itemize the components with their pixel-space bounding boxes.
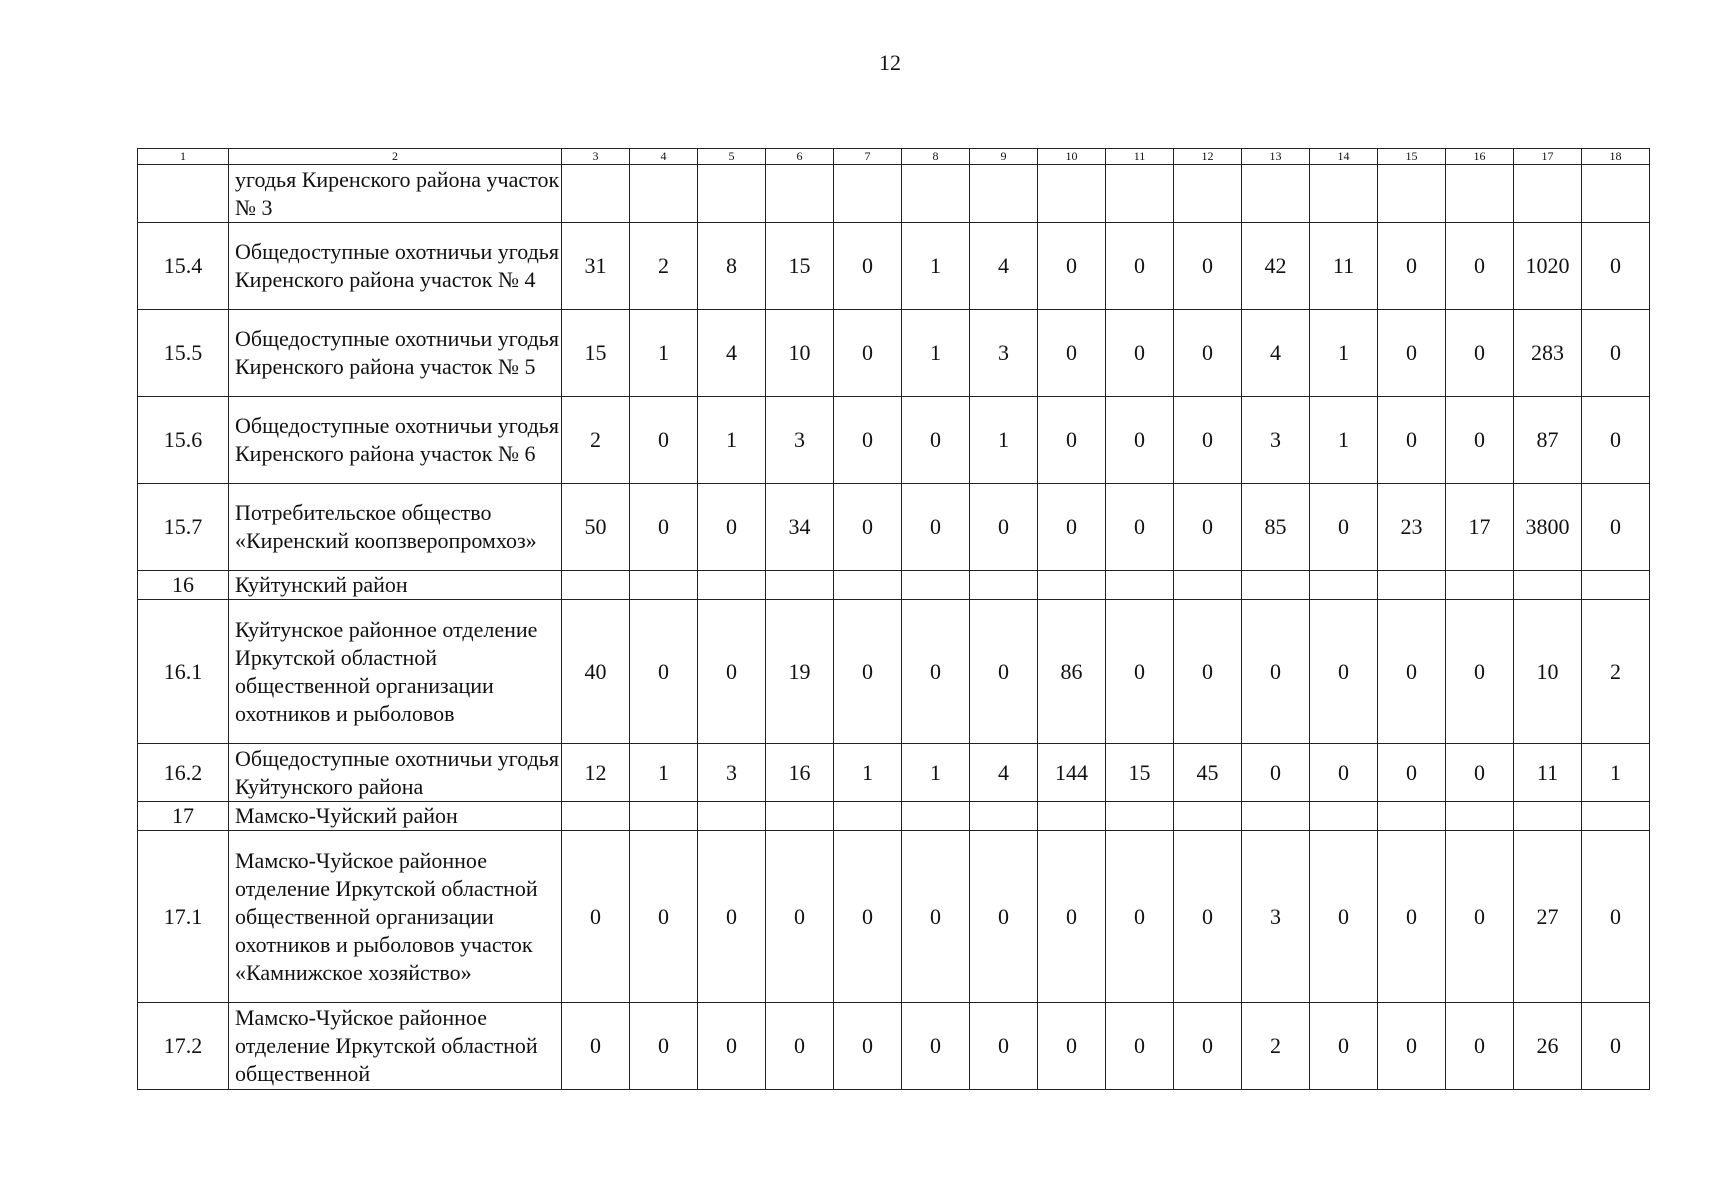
value-cell	[698, 802, 766, 831]
value-cell: 0	[834, 484, 902, 571]
value-cell: 10	[1514, 600, 1582, 744]
value-cell: 0	[1582, 310, 1650, 397]
value-cell: 34	[766, 484, 834, 571]
value-cell	[1514, 802, 1582, 831]
column-number: 7	[834, 149, 902, 165]
value-cell	[1174, 165, 1242, 223]
value-cell	[1582, 802, 1650, 831]
value-cell	[630, 165, 698, 223]
value-cell: 0	[1174, 310, 1242, 397]
value-cell: 16	[766, 744, 834, 802]
value-cell: 0	[902, 397, 970, 484]
value-cell: 0	[1446, 310, 1514, 397]
value-cell: 0	[834, 831, 902, 1003]
value-cell	[902, 165, 970, 223]
value-cell: 50	[562, 484, 630, 571]
value-cell	[630, 571, 698, 600]
column-number: 13	[1242, 149, 1310, 165]
value-cell	[970, 571, 1038, 600]
value-cell: 87	[1514, 397, 1582, 484]
value-cell: 0	[834, 1003, 902, 1090]
value-cell: 2	[1582, 600, 1650, 744]
value-cell	[766, 802, 834, 831]
value-cell: 15	[766, 223, 834, 310]
value-cell: 0	[1174, 831, 1242, 1003]
value-cell	[1106, 802, 1174, 831]
column-number: 9	[970, 149, 1038, 165]
value-cell: 23	[1378, 484, 1446, 571]
value-cell: 0	[1378, 600, 1446, 744]
value-cell	[970, 802, 1038, 831]
row-name: Общедоступные охотничьи угодья Киренского района участок № 5	[229, 310, 562, 397]
value-cell: 0	[1310, 831, 1378, 1003]
value-cell	[834, 165, 902, 223]
row-name: Общедоступные охотничьи угодья Киренского района участок № 4	[229, 223, 562, 310]
value-cell: 10	[766, 310, 834, 397]
column-number: 12	[1174, 149, 1242, 165]
row-name: Мамско-Чуйский район	[229, 802, 562, 831]
row-name: Куйтунский район	[229, 571, 562, 600]
value-cell: 0	[1038, 831, 1106, 1003]
value-cell	[1242, 802, 1310, 831]
value-cell	[630, 802, 698, 831]
row-number: 16	[138, 571, 229, 600]
value-cell	[1446, 802, 1514, 831]
value-cell: 0	[834, 310, 902, 397]
row-name: угодья Киренского района участок № 3	[229, 165, 562, 223]
value-cell: 0	[1242, 600, 1310, 744]
value-cell: 42	[1242, 223, 1310, 310]
row-number: 17.2	[138, 1003, 229, 1090]
data-table	[137, 148, 1650, 1090]
column-number: 14	[1310, 149, 1378, 165]
value-cell	[1310, 165, 1378, 223]
table-row	[138, 1003, 1650, 1090]
value-cell: 1	[902, 223, 970, 310]
value-cell: 0	[1582, 831, 1650, 1003]
table-row	[138, 744, 1650, 802]
row-name: Общедоступные охотничьи угодья Киренского района участок № 6	[229, 397, 562, 484]
value-cell: 1	[630, 744, 698, 802]
value-cell	[1242, 165, 1310, 223]
column-number: 2	[229, 149, 562, 165]
value-cell: 19	[766, 600, 834, 744]
value-cell: 0	[834, 600, 902, 744]
value-cell: 0	[1106, 1003, 1174, 1090]
table-row	[138, 831, 1650, 1003]
value-cell: 2	[562, 397, 630, 484]
value-cell: 0	[1446, 744, 1514, 802]
value-cell	[698, 165, 766, 223]
table-row	[138, 165, 1650, 223]
value-cell: 0	[970, 600, 1038, 744]
value-cell: 0	[562, 831, 630, 1003]
value-cell	[1378, 165, 1446, 223]
value-cell: 0	[1038, 484, 1106, 571]
value-cell: 0	[1174, 397, 1242, 484]
value-cell: 0	[1174, 1003, 1242, 1090]
column-number: 18	[1582, 149, 1650, 165]
value-cell: 0	[1174, 484, 1242, 571]
value-cell: 0	[970, 831, 1038, 1003]
column-number: 11	[1106, 149, 1174, 165]
value-cell: 0	[1378, 744, 1446, 802]
column-number: 15	[1378, 149, 1446, 165]
value-cell: 0	[1446, 223, 1514, 310]
value-cell: 0	[1174, 223, 1242, 310]
value-cell	[1038, 571, 1106, 600]
row-number: 15.6	[138, 397, 229, 484]
value-cell: 0	[1582, 397, 1650, 484]
value-cell: 0	[698, 484, 766, 571]
value-cell	[970, 165, 1038, 223]
value-cell: 2	[630, 223, 698, 310]
value-cell	[834, 802, 902, 831]
column-number: 10	[1038, 149, 1106, 165]
value-cell: 11	[1514, 744, 1582, 802]
row-number: 16.2	[138, 744, 229, 802]
value-cell: 1	[970, 397, 1038, 484]
row-name: Мамско-Чуйское районное отделение Иркутской областной общественной организации охотников и рыболовов участок «Камнижское хозяйство»	[229, 831, 562, 1003]
value-cell	[902, 571, 970, 600]
value-cell: 0	[1582, 223, 1650, 310]
row-name: Общедоступные охотничьи угодья Куйтунского района	[229, 744, 562, 802]
value-cell: 1	[1582, 744, 1650, 802]
value-cell	[1174, 571, 1242, 600]
value-cell: 3	[698, 744, 766, 802]
value-cell: 0	[630, 831, 698, 1003]
value-cell: 0	[1174, 600, 1242, 744]
value-cell: 0	[698, 1003, 766, 1090]
value-cell: 0	[1446, 831, 1514, 1003]
value-cell	[1582, 165, 1650, 223]
value-cell: 40	[562, 600, 630, 744]
value-cell: 0	[1038, 397, 1106, 484]
value-cell: 1	[902, 744, 970, 802]
value-cell: 0	[1582, 1003, 1650, 1090]
column-number: 17	[1514, 149, 1582, 165]
value-cell: 45	[1174, 744, 1242, 802]
value-cell: 86	[1038, 600, 1106, 744]
value-cell	[1514, 571, 1582, 600]
value-cell	[766, 165, 834, 223]
value-cell	[562, 165, 630, 223]
column-number: 8	[902, 149, 970, 165]
value-cell: 0	[630, 397, 698, 484]
value-cell	[1446, 571, 1514, 600]
value-cell: 4	[970, 223, 1038, 310]
row-name: Куйтунское районное отделение Иркутской областной общественной организации охотников и рыболовов	[229, 600, 562, 744]
value-cell: 0	[834, 397, 902, 484]
value-cell: 3	[766, 397, 834, 484]
value-cell: 0	[1038, 223, 1106, 310]
value-cell: 3	[1242, 397, 1310, 484]
row-name: Потребительское общество «Киренский коопзверопромхоз»	[229, 484, 562, 571]
value-cell	[902, 802, 970, 831]
column-number-row	[138, 149, 1650, 165]
value-cell: 0	[562, 1003, 630, 1090]
table-row	[138, 397, 1650, 484]
value-cell: 0	[1582, 484, 1650, 571]
value-cell: 0	[698, 600, 766, 744]
value-cell	[1106, 165, 1174, 223]
value-cell: 15	[1106, 744, 1174, 802]
value-cell	[1582, 571, 1650, 600]
value-cell: 0	[1038, 1003, 1106, 1090]
value-cell: 1	[834, 744, 902, 802]
value-cell: 4	[698, 310, 766, 397]
value-cell	[834, 571, 902, 600]
value-cell	[1106, 571, 1174, 600]
value-cell: 1	[1310, 397, 1378, 484]
row-number: 15.7	[138, 484, 229, 571]
value-cell: 0	[766, 831, 834, 1003]
value-cell: 0	[766, 1003, 834, 1090]
value-cell: 0	[1106, 310, 1174, 397]
value-cell: 26	[1514, 1003, 1582, 1090]
value-cell	[1310, 571, 1378, 600]
value-cell: 3	[970, 310, 1038, 397]
value-cell	[1174, 802, 1242, 831]
table-row	[138, 571, 1650, 600]
value-cell	[1038, 165, 1106, 223]
column-number: 1	[138, 149, 229, 165]
value-cell: 0	[1378, 831, 1446, 1003]
value-cell: 0	[1038, 310, 1106, 397]
value-cell	[562, 802, 630, 831]
value-cell: 0	[1106, 397, 1174, 484]
table-row	[138, 600, 1650, 744]
value-cell: 1	[1310, 310, 1378, 397]
table-row	[138, 223, 1650, 310]
value-cell: 0	[1106, 600, 1174, 744]
value-cell: 8	[698, 223, 766, 310]
value-cell	[1378, 571, 1446, 600]
table-row	[138, 310, 1650, 397]
value-cell: 17	[1446, 484, 1514, 571]
value-cell: 0	[902, 484, 970, 571]
value-cell: 0	[1106, 223, 1174, 310]
value-cell	[1514, 165, 1582, 223]
value-cell: 4	[1242, 310, 1310, 397]
row-number: 15.4	[138, 223, 229, 310]
value-cell: 0	[630, 1003, 698, 1090]
value-cell: 0	[1446, 1003, 1514, 1090]
value-cell	[1242, 571, 1310, 600]
value-cell: 0	[698, 831, 766, 1003]
value-cell: 15	[562, 310, 630, 397]
value-cell: 0	[1242, 744, 1310, 802]
table-row	[138, 484, 1650, 571]
value-cell: 0	[1310, 600, 1378, 744]
value-cell: 0	[902, 1003, 970, 1090]
value-cell: 1	[630, 310, 698, 397]
value-cell: 0	[1378, 310, 1446, 397]
column-number: 4	[630, 149, 698, 165]
value-cell: 0	[902, 831, 970, 1003]
value-cell: 4	[970, 744, 1038, 802]
value-cell: 283	[1514, 310, 1582, 397]
table-row	[138, 802, 1650, 831]
value-cell: 0	[1310, 1003, 1378, 1090]
value-cell: 0	[1106, 484, 1174, 571]
value-cell: 85	[1242, 484, 1310, 571]
value-cell: 0	[1378, 223, 1446, 310]
row-number: 17	[138, 802, 229, 831]
value-cell: 0	[1310, 484, 1378, 571]
value-cell: 144	[1038, 744, 1106, 802]
row-number: 17.1	[138, 831, 229, 1003]
value-cell: 2	[1242, 1003, 1310, 1090]
value-cell: 31	[562, 223, 630, 310]
value-cell: 0	[1378, 1003, 1446, 1090]
value-cell: 3	[1242, 831, 1310, 1003]
value-cell	[766, 571, 834, 600]
page-number: 12	[879, 50, 901, 75]
column-number: 6	[766, 149, 834, 165]
value-cell: 27	[1514, 831, 1582, 1003]
value-cell: 0	[970, 484, 1038, 571]
row-number: 15.5	[138, 310, 229, 397]
value-cell: 0	[630, 600, 698, 744]
value-cell: 0	[1378, 397, 1446, 484]
value-cell	[1378, 802, 1446, 831]
row-name: Мамско-Чуйское районное отделение Иркутской областной общественной	[229, 1003, 562, 1090]
value-cell: 0	[1446, 397, 1514, 484]
value-cell	[1446, 165, 1514, 223]
value-cell: 0	[902, 600, 970, 744]
value-cell: 0	[1446, 600, 1514, 744]
value-cell	[562, 571, 630, 600]
value-cell: 0	[1106, 831, 1174, 1003]
column-number: 5	[698, 149, 766, 165]
value-cell: 0	[630, 484, 698, 571]
value-cell: 1	[698, 397, 766, 484]
value-cell: 1	[902, 310, 970, 397]
value-cell: 12	[562, 744, 630, 802]
value-cell: 0	[1310, 744, 1378, 802]
value-cell: 11	[1310, 223, 1378, 310]
column-number: 16	[1446, 149, 1514, 165]
column-number: 3	[562, 149, 630, 165]
value-cell: 1020	[1514, 223, 1582, 310]
value-cell	[698, 571, 766, 600]
row-number: 16.1	[138, 600, 229, 744]
value-cell: 0	[970, 1003, 1038, 1090]
row-number	[138, 165, 229, 223]
value-cell	[1038, 802, 1106, 831]
value-cell	[1310, 802, 1378, 831]
value-cell: 0	[834, 223, 902, 310]
value-cell: 3800	[1514, 484, 1582, 571]
